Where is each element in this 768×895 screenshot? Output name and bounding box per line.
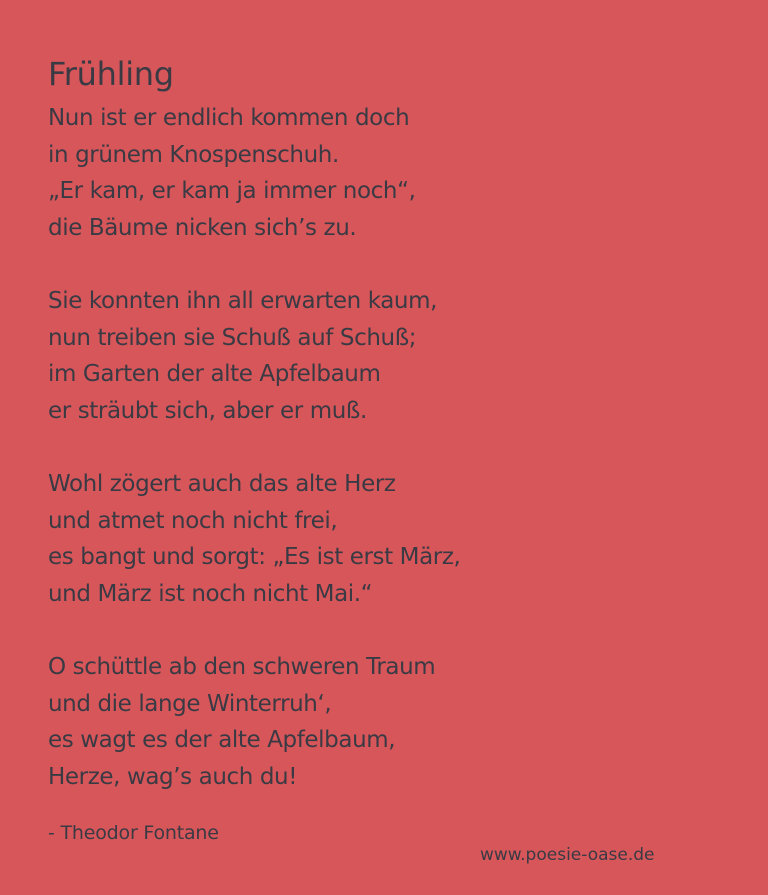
- poem-line: im Garten der alte Apfelbaum: [48, 361, 381, 387]
- stanza-3: [48, 466, 728, 612]
- poem-line: Sie konnten ihn all erwarten kaum,: [48, 288, 438, 314]
- poem-line: und März ist noch nicht Mai.“: [48, 580, 373, 607]
- poem-line: und die lange Winterruh‘,: [48, 690, 332, 717]
- stanza-4: [48, 649, 728, 795]
- poem-line: die Bäume nicken sich’s zu.: [48, 214, 357, 241]
- poem: [48, 54, 728, 832]
- poem-line: Nun ist er endlich kommen doch: [48, 105, 410, 131]
- stanza-2: [48, 283, 728, 429]
- poem-author: - Theodor Fontane: [48, 822, 219, 844]
- poem-line: es wagt es der alte Apfelbaum,: [48, 727, 396, 753]
- poem-line: er sträubt sich, aber er muß.: [48, 397, 367, 424]
- poem-line: es bangt und sorgt: „Es ist erst März,: [48, 544, 461, 570]
- website-credit: www.poesie-oase.de: [480, 845, 655, 865]
- stanza-1: [48, 100, 728, 246]
- poem-title: Frühling: [48, 55, 174, 93]
- poem-line: O schüttle ab den schweren Traum: [48, 654, 436, 680]
- poem-line: Herze, wag’s auch du!: [48, 763, 298, 790]
- poem-line: nun treiben sie Schuß auf Schuß;: [48, 324, 417, 351]
- poem-line: Wohl zögert auch das alte Herz: [48, 471, 396, 497]
- poem-line: und atmet noch nicht frei,: [48, 507, 338, 534]
- poem-line: in grünem Knospenschuh.: [48, 141, 339, 168]
- poem-line: „Er kam, er kam ja immer noch“,: [48, 178, 416, 204]
